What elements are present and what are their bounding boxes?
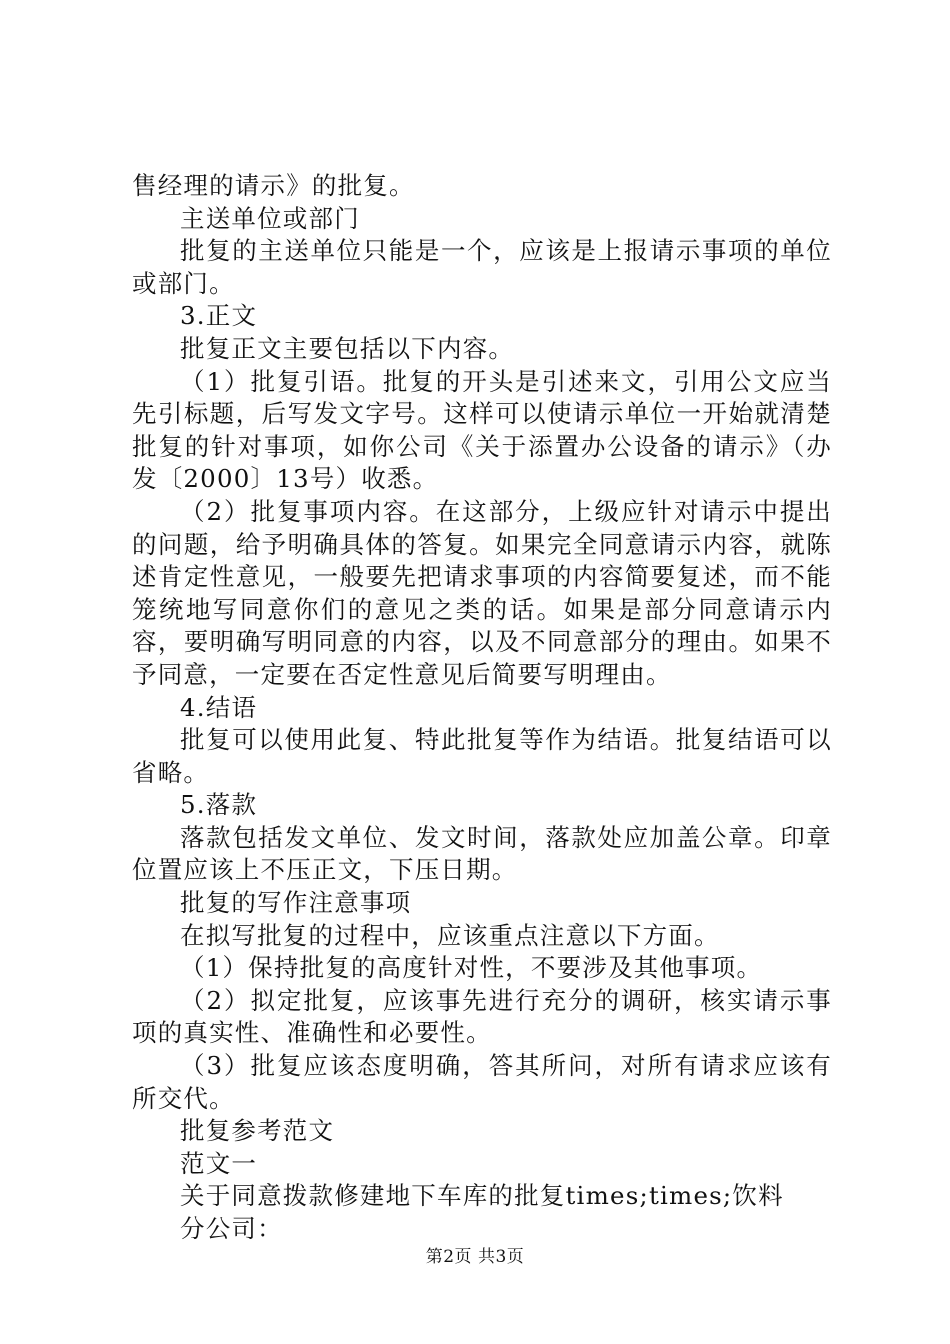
list-item: （3）批复应该态度明确，答其所问，对所有请求应该有所交代。 bbox=[132, 1051, 832, 1113]
paragraph: 在拟写批复的过程中，应该重点注意以下方面。 bbox=[180, 920, 720, 950]
section-heading: 5.落款 bbox=[180, 790, 258, 820]
paragraph: （1）批复引语。批复的开头是引述来文，引用公文应当先引标题，后写发文字号。这样可以使请示单位一开始就清楚批复的针对事项，如你公司《关于添置办公设备的请示》（办发〔2000〕13号）收悉。 bbox=[132, 366, 832, 494]
section-heading: 批复参考范文 bbox=[180, 1116, 335, 1146]
section-heading: 主送单位或部门 bbox=[180, 203, 360, 233]
paragraph: 落款包括发文单位、发文时间，落款处应加盖公章。印章位置应该上不压正文，下压日期。 bbox=[132, 822, 832, 885]
document-body bbox=[132, 170, 832, 1246]
list-item: （2）拟定批复，应该事先进行充分的调研，核实请示事项的真实性、准确性和必要性。 bbox=[132, 985, 832, 1048]
paragraph: 批复可以使用此复、特此批复等作为结语。批复结语可以省略。 bbox=[132, 725, 832, 787]
section-heading: 4.结语 bbox=[180, 692, 258, 722]
page-footer: 第2页 共3页 bbox=[425, 1247, 525, 1267]
paragraph: 批复的主送单位只能是一个，应该是上报请示事项的单位或部门。 bbox=[132, 236, 832, 298]
sample-title: 关于同意拨款修建地下车库的批复times;times;饮料 bbox=[180, 1181, 784, 1211]
sample-salutation: 分公司： bbox=[180, 1214, 283, 1243]
section-heading: 范文一 bbox=[180, 1148, 258, 1178]
section-heading: 3.正文 bbox=[180, 301, 258, 331]
paragraph: 批复正文主要包括以下内容。 bbox=[180, 333, 515, 363]
paragraph: 售经理的请示》的批复。 bbox=[132, 171, 415, 200]
section-heading: 批复的写作注意事项 bbox=[180, 888, 412, 918]
list-item: （1）保持批复的高度针对性，不要涉及其他事项。 bbox=[180, 953, 763, 983]
paragraph: （2）批复事项内容。在这部分，上级应针对请示中提出的问题，给予明确具体的答复。如果完全同意请示内容，就陈述肯定性意见，一般要先把请求事项的内容简要复述，而不能笼统地写同意你们的意见之类的话。如果是部分同意请示内容，要明确写明同意的内容，以及不同意部分的理由。如果不予同意，一定要在否定性意见后简要写明理由。 bbox=[132, 496, 832, 689]
